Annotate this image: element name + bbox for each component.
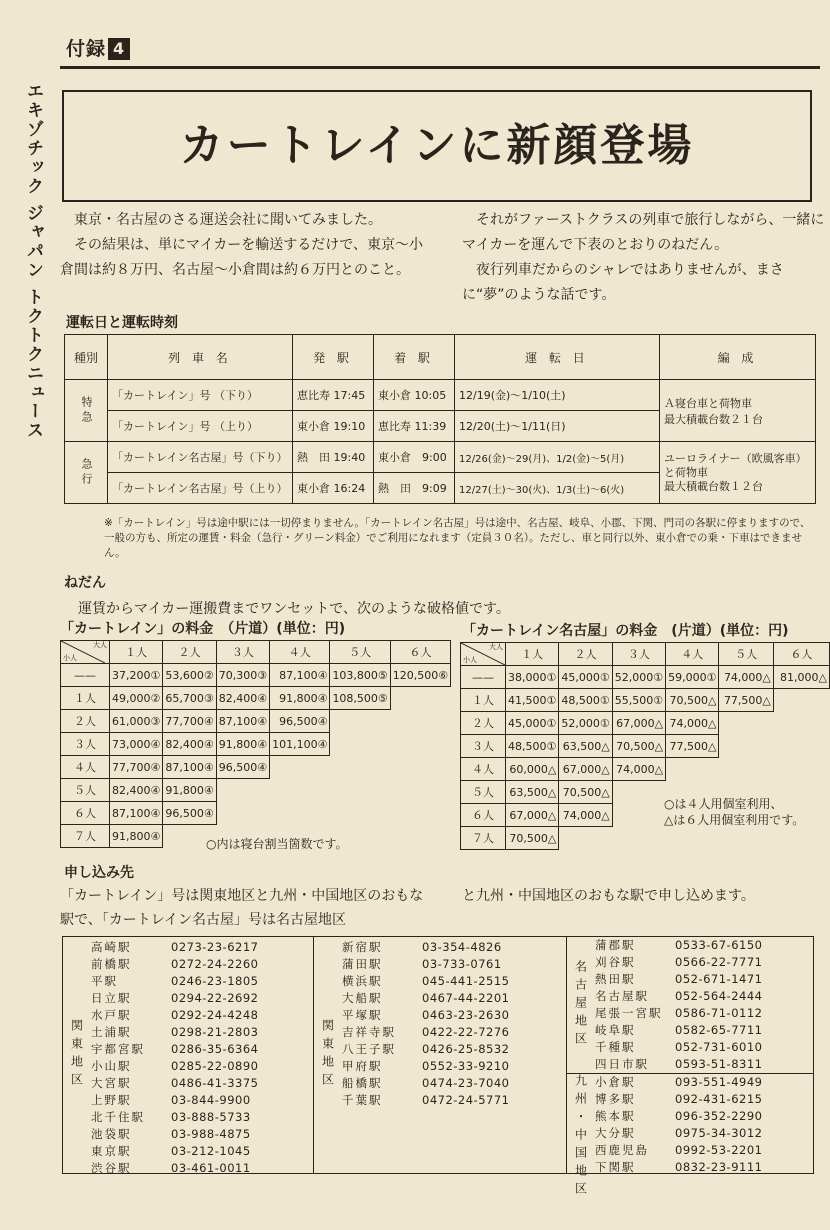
fare-cell: 60,000△ — [506, 758, 559, 781]
fare-empty-cell — [270, 802, 330, 825]
fare-header-row — [61, 641, 451, 664]
fare-cell: 45,000① — [559, 666, 612, 689]
station-phone: 0463-23-2630 — [422, 1008, 510, 1022]
station-phone: 0474-23-7040 — [422, 1076, 510, 1090]
station-phone: 03-844-9900 — [171, 1093, 251, 1107]
station-row — [342, 1024, 509, 1041]
fare-cell: 81,000△ — [773, 666, 829, 689]
station-phone: 0975-34-3012 — [675, 1126, 763, 1140]
fare-cell: 52,000① — [612, 666, 665, 689]
station-phone: 0552-33-9210 — [422, 1059, 510, 1073]
child-count-label: ３人 — [461, 735, 506, 758]
contact-group-nagoya — [567, 937, 813, 1074]
fare-header-row — [461, 643, 830, 666]
schedule-row: 「カートレイン名古屋」号（上り） 東小倉 16:24 熱 田 9:09 12/27(土)〜30(火)、1/3(土)〜6(火) — [65, 473, 816, 504]
appendix-label: 付録 4 — [66, 34, 130, 61]
station-row — [91, 1109, 258, 1126]
header-rule — [60, 66, 820, 69]
station-row — [595, 1125, 762, 1142]
region-label: 関東地区 — [320, 1019, 335, 1091]
fare-cell: 63,500△ — [506, 781, 559, 804]
fare-cell: 38,000① — [506, 666, 559, 689]
fare-cell: 120,500⑥ — [390, 664, 450, 687]
title-box — [62, 90, 812, 202]
station-row — [595, 1005, 762, 1022]
fare-cell: 55,500① — [612, 689, 665, 712]
fare-cell: 53,600② — [163, 664, 216, 687]
schedule-table — [64, 334, 816, 504]
station-name: 横浜駅 — [342, 974, 383, 988]
contact-directory — [62, 936, 814, 1200]
region-label: 関東地区 — [69, 1019, 84, 1091]
station-row — [595, 1142, 762, 1159]
fare-empty-cell — [330, 779, 390, 802]
fare-cell: 87,100④ — [216, 710, 269, 733]
station-phone: 052-564-2444 — [675, 989, 763, 1003]
fare-column-header: ２人 — [559, 643, 612, 666]
fare-empty-cell — [666, 827, 719, 850]
station-name: 前橋駅 — [91, 957, 132, 971]
fare-cell: 96,500④ — [216, 756, 269, 779]
fare-cell: 91,800④ — [216, 733, 269, 756]
schedule-row: 急行 「カートレイン名古屋」号（下り） 熱 田 19:40 東小倉 9:00 12/26(金)〜29(月)、1/2(金)〜5(月) ユーロライナー（欧風客車） と荷物車 最大積載台数１２台 — [65, 442, 816, 473]
station-name: 小山駅 — [91, 1059, 132, 1073]
fare-row — [461, 827, 830, 850]
station-name: 岐阜駅 — [595, 1023, 636, 1037]
fare-cell: 59,000① — [666, 666, 719, 689]
child-count-label: ５人 — [461, 781, 506, 804]
fare-empty-cell — [773, 735, 829, 758]
station-row — [595, 971, 762, 988]
fare-empty-cell — [719, 735, 773, 758]
child-count-label: ３人 — [61, 733, 110, 756]
station-name: 大分駅 — [595, 1126, 636, 1140]
fare-cell: 77,500△ — [666, 735, 719, 758]
child-count-label: —— — [61, 664, 110, 687]
station-phone: 0832-23-9111 — [675, 1160, 763, 1174]
intro-left: 東京・名古屋のさる運送会社に聞いてみました。 その結果は、単にマイカーを輸送するだけで、東京〜小倉間は約８万円、名古屋〜小倉間は約６万円とのこと。 — [60, 212, 424, 278]
station-phone: 096-352-2290 — [675, 1109, 763, 1123]
station-row — [595, 1022, 762, 1039]
station-phone: 03-733-0761 — [422, 957, 502, 971]
fare-row — [461, 758, 830, 781]
station-row — [91, 956, 258, 973]
station-row — [342, 1007, 509, 1024]
station-phone: 0472-24-5771 — [422, 1093, 510, 1107]
station-phone: 0566-22-7771 — [675, 955, 763, 969]
fare-empty-cell — [612, 804, 665, 827]
station-row — [342, 1041, 509, 1058]
station-name: 熱田駅 — [595, 972, 636, 986]
station-name: 四日市駅 — [595, 1057, 649, 1071]
station-name: 宇都宮駅 — [91, 1042, 145, 1056]
appendix-number: 4 — [108, 38, 130, 60]
station-name: 刈谷駅 — [595, 955, 636, 969]
fare-right-legend: ○は４人用個室利用、 △は６人用個室利用です。 — [664, 797, 805, 827]
fare-cell: 87,100④ — [110, 802, 163, 825]
fare-empty-cell — [719, 712, 773, 735]
fare-cell: 45,000① — [506, 712, 559, 735]
fare-cell: 37,200① — [110, 664, 163, 687]
station-name: 平塚駅 — [342, 1008, 383, 1022]
formation-cell: Ａ寝台車と荷物車 最大積載台数２１台 — [660, 380, 816, 442]
fare-cell: 91,800④ — [163, 779, 216, 802]
station-phone: 092-431-6215 — [675, 1092, 763, 1106]
fare-cell: 91,800④ — [270, 687, 330, 710]
station-phone: 0422-22-7276 — [422, 1025, 510, 1039]
station-row — [342, 956, 509, 973]
station-row — [91, 1007, 258, 1024]
station-name: 平駅 — [91, 974, 118, 988]
station-row — [595, 1159, 762, 1176]
fare-empty-cell — [390, 756, 450, 779]
station-name: 北千住駅 — [91, 1110, 145, 1124]
fare-empty-cell — [773, 689, 829, 712]
child-count-label: ７人 — [61, 825, 110, 848]
child-count-label: ２人 — [61, 710, 110, 733]
station-phone: 045-441-2515 — [422, 974, 510, 988]
station-phone: 0273-23-6217 — [171, 940, 259, 954]
fare-row — [61, 664, 451, 687]
station-phone: 03-461-0011 — [171, 1161, 251, 1175]
fare-empty-cell — [390, 710, 450, 733]
fare-column-header: ４人 — [666, 643, 719, 666]
fare-row — [61, 710, 451, 733]
fare-empty-cell — [390, 687, 450, 710]
station-phone: 03-988-4875 — [171, 1127, 251, 1141]
station-name: 下関駅 — [595, 1160, 636, 1174]
fare-empty-cell — [719, 827, 773, 850]
fare-empty-cell — [666, 758, 719, 781]
station-phone: 0467-44-2201 — [422, 991, 510, 1005]
station-name: 新宿駅 — [342, 940, 383, 954]
fare-cell: 70,300③ — [216, 664, 269, 687]
fare-cell: 74,000△ — [612, 758, 665, 781]
station-row — [91, 990, 258, 1007]
fare-cell: 67,000△ — [506, 804, 559, 827]
fare-cell: 48,500① — [559, 689, 612, 712]
fare-cell: 101,100④ — [270, 733, 330, 756]
fare-cell: 77,700④ — [110, 756, 163, 779]
station-row — [91, 1143, 258, 1160]
station-name: 水戸駅 — [91, 1008, 132, 1022]
station-phone: 0486-41-3375 — [171, 1076, 259, 1090]
contact-column-kanto-1 — [63, 937, 314, 1173]
station-name: 渋谷駅 — [91, 1161, 132, 1175]
station-name: 千葉駅 — [342, 1093, 383, 1107]
fare-empty-cell — [330, 756, 390, 779]
child-count-label: ４人 — [461, 758, 506, 781]
schedule-heading: 運転日と運転時刻 — [66, 315, 178, 331]
station-name: 八王子駅 — [342, 1042, 396, 1056]
fare-row — [461, 666, 830, 689]
fare-empty-cell — [390, 779, 450, 802]
schedule-note: ※「カートレイン」号は途中駅には一切停まりません。「カートレイン名古屋」号は途中、名古屋、岐阜、小郡、下関、門司の各駅に停まりますので、一般の方も、所定の運賃・料金（急行・グリーン料金）でご利用になれます（定員３０名）。ただし、車と同行以外、東小倉での乗・下車はできません。 — [104, 517, 811, 559]
fare-empty-cell — [330, 802, 390, 825]
fare-empty-cell — [216, 779, 269, 802]
fare-column-header: ２人 — [163, 641, 216, 664]
station-phone: 0285-22-0890 — [171, 1059, 259, 1073]
fare-row — [61, 802, 451, 825]
station-row — [595, 1039, 762, 1056]
fare-cell: 74,000△ — [559, 804, 612, 827]
fare-row — [461, 689, 830, 712]
fare-cell: 77,700④ — [163, 710, 216, 733]
station-phone: 0586-71-0112 — [675, 1006, 763, 1020]
fare-cell: 87,100④ — [270, 664, 330, 687]
fare-cell: 52,000① — [559, 712, 612, 735]
child-count-label: ５人 — [61, 779, 110, 802]
fare-cell: 87,100④ — [163, 756, 216, 779]
station-row — [91, 1160, 258, 1177]
station-phone: 0593-51-8311 — [675, 1057, 763, 1071]
fare-left-legend: ○内は寝台割当箇数です。 — [206, 837, 348, 851]
child-count-label: ６人 — [61, 802, 110, 825]
fare-empty-cell — [773, 827, 829, 850]
apply-heading: 申し込み先 — [64, 865, 134, 881]
station-row — [595, 988, 762, 1005]
fare-corner-cell: 大人 小人 — [61, 641, 110, 664]
station-name: 土浦駅 — [91, 1025, 132, 1039]
fare-empty-cell — [773, 712, 829, 735]
fare-cell: 61,000③ — [110, 710, 163, 733]
page-title: カートレインに新顔登場 — [179, 120, 695, 171]
station-name: 名古屋駅 — [595, 989, 649, 1003]
fare-column-header: ５人 — [719, 643, 773, 666]
fare-cell: 82,400④ — [163, 733, 216, 756]
station-phone: 052-731-6010 — [675, 1040, 763, 1054]
child-count-label: —— — [461, 666, 506, 689]
fare-cell: 70,500△ — [559, 781, 612, 804]
fare-corner-cell: 大人 小人 — [461, 643, 506, 666]
fare-table-cartrain — [60, 640, 451, 848]
station-row — [342, 939, 509, 956]
fare-row — [461, 735, 830, 758]
fare-empty-cell — [330, 710, 390, 733]
side-title: エキゾチック ジャパン トクトクニュース — [23, 82, 43, 440]
station-row — [595, 1091, 762, 1108]
fare-empty-cell — [390, 825, 450, 848]
fare-empty-cell — [330, 733, 390, 756]
station-phone: 093-551-4949 — [675, 1075, 763, 1089]
apply-text-left: 「カートレイン」号は関東地区と九州・中国地区のおもな駅で、「カートレイン名古屋」号は名古屋地区 — [60, 888, 424, 928]
fare-cell: 74,000△ — [719, 666, 773, 689]
fare-cell: 48,500① — [506, 735, 559, 758]
intro-right: それがファーストクラスの列車で旅行しながら、一緒にマイカーを運んで下表のとおりのねだん。 夜行列車だからのシャレではありませんが、まさに“夢”のような話です。 — [462, 212, 825, 303]
station-name: 吉祥寺駅 — [342, 1025, 396, 1039]
fare-cell: 74,000△ — [666, 712, 719, 735]
fare-empty-cell — [390, 733, 450, 756]
station-phone: 052-671-1471 — [675, 972, 763, 986]
station-phone: 0533-67-6150 — [675, 938, 763, 952]
contact-column-kanto-2 — [314, 937, 567, 1173]
fare-column-header: ６人 — [390, 641, 450, 664]
schedule-row: 特急 「カートレイン」号 （下り） 恵比寿 17:45 東小倉 10:05 12/19(金)〜1/10(土) Ａ寝台車と荷物車 最大積載台数２１台 — [65, 380, 816, 411]
fare-empty-cell — [390, 802, 450, 825]
formation-cell: ユーロライナー（欧風客車） と荷物車 最大積載台数１２台 — [660, 442, 816, 504]
fare-empty-cell — [612, 781, 665, 804]
station-name: 大船駅 — [342, 991, 383, 1005]
fare-cell: 70,500△ — [506, 827, 559, 850]
station-phone: 03-212-1045 — [171, 1144, 251, 1158]
fare-empty-cell — [612, 827, 665, 850]
fare-cell: 108,500⑤ — [330, 687, 390, 710]
station-name: 高崎駅 — [91, 940, 132, 954]
fare-empty-cell — [773, 758, 829, 781]
station-row — [91, 1058, 258, 1075]
fare-cell: 67,000△ — [559, 758, 612, 781]
station-name: 千種駅 — [595, 1040, 636, 1054]
fare-right-title: 「カートレイン名古屋」の料金 (片道）(単位：円) — [462, 623, 789, 639]
fare-cell: 65,700③ — [163, 687, 216, 710]
fare-empty-cell — [270, 756, 330, 779]
fare-cell: 96,500④ — [163, 802, 216, 825]
station-name: 船橋駅 — [342, 1076, 383, 1090]
station-name: 尾張一宮駅 — [595, 1006, 663, 1020]
fare-cell: 70,500△ — [612, 735, 665, 758]
fare-row — [61, 779, 451, 802]
fare-left-title: 「カートレイン」の料金 （片道）(単位：円) — [60, 621, 346, 637]
fare-cell: 82,400④ — [216, 687, 269, 710]
station-name: 博多駅 — [595, 1092, 636, 1106]
station-name: 蒲郡駅 — [595, 938, 636, 952]
fare-empty-cell — [216, 802, 269, 825]
station-name: 上野駅 — [91, 1093, 132, 1107]
station-name: 小倉駅 — [595, 1075, 636, 1089]
station-phone: 0582-65-7711 — [675, 1023, 763, 1037]
station-phone: 0992-53-2201 — [675, 1143, 763, 1157]
child-count-label: ４人 — [61, 756, 110, 779]
region-label: 九州・中国地区 — [573, 1074, 588, 1200]
fare-column-header: ６人 — [773, 643, 829, 666]
station-name: 池袋駅 — [91, 1127, 132, 1141]
station-phone: 0426-25-8532 — [422, 1042, 510, 1056]
station-name: 甲府駅 — [342, 1059, 383, 1073]
station-row — [595, 1074, 762, 1091]
fare-empty-cell — [270, 779, 330, 802]
fare-cell: 49,000② — [110, 687, 163, 710]
child-count-label: ２人 — [461, 712, 506, 735]
fare-cell: 67,000△ — [612, 712, 665, 735]
station-name: 西鹿児島 — [595, 1143, 649, 1157]
fare-column-header: ５人 — [330, 641, 390, 664]
fare-row — [61, 756, 451, 779]
station-row — [91, 1075, 258, 1092]
station-phone: 0298-21-2803 — [171, 1025, 259, 1039]
station-name: 東京駅 — [91, 1144, 132, 1158]
station-row — [342, 1075, 509, 1092]
station-name: 蒲田駅 — [342, 957, 383, 971]
fare-column-header: ３人 — [216, 641, 269, 664]
fare-column-header: １人 — [506, 643, 559, 666]
fare-cell: 103,800⑤ — [330, 664, 390, 687]
fare-empty-cell — [719, 758, 773, 781]
station-phone: 0286-35-6364 — [171, 1042, 259, 1056]
child-count-label: ６人 — [461, 804, 506, 827]
station-name: 大宮駅 — [91, 1076, 132, 1090]
station-row — [595, 1056, 762, 1073]
fare-cell: 91,800④ — [110, 825, 163, 848]
fare-cell: 82,400④ — [110, 779, 163, 802]
station-row — [91, 973, 258, 990]
station-row — [342, 1092, 509, 1109]
price-heading: ねだん — [64, 575, 106, 591]
apply-text-right: と九州・中国地区のおもな駅で申し込めます。 — [462, 888, 755, 904]
child-count-label: １人 — [461, 689, 506, 712]
fare-cell: 73,000④ — [110, 733, 163, 756]
station-row — [91, 939, 258, 956]
station-row — [91, 1024, 258, 1041]
station-phone: 03-888-5733 — [171, 1110, 251, 1124]
contact-column-3 — [567, 937, 813, 1200]
station-name: 日立駅 — [91, 991, 132, 1005]
station-name: 熊本駅 — [595, 1109, 636, 1123]
station-row — [342, 990, 509, 1007]
fare-cell: 96,500④ — [270, 710, 330, 733]
station-phone: 0272-24-2260 — [171, 957, 259, 971]
station-phone: 0246-23-1805 — [171, 974, 259, 988]
station-row — [91, 1126, 258, 1143]
station-row — [91, 1092, 258, 1109]
fare-column-header: １人 — [110, 641, 163, 664]
station-row — [91, 1041, 258, 1058]
fare-cell: 63,500△ — [559, 735, 612, 758]
fare-column-header: ３人 — [612, 643, 665, 666]
fare-column-header: ４人 — [270, 641, 330, 664]
station-phone: 0292-24-4248 — [171, 1008, 259, 1022]
fare-row — [61, 687, 451, 710]
child-count-label: １人 — [61, 687, 110, 710]
station-row — [595, 1108, 762, 1125]
fare-cell: 70,500△ — [666, 689, 719, 712]
price-intro: 運賃からマイカー運搬費までワンセットで、次のような破格値です。 — [78, 601, 510, 617]
fare-row — [61, 733, 451, 756]
schedule-header-row: 種別 列 車 名 発 駅 着 駅 運 転 日 編 成 — [65, 335, 816, 380]
contact-group-kyushu — [567, 1074, 813, 1200]
fare-row — [461, 712, 830, 735]
station-row — [342, 973, 509, 990]
fare-empty-cell — [559, 827, 612, 850]
station-row — [595, 937, 762, 954]
station-phone: 0294-22-2692 — [171, 991, 259, 1005]
child-count-label: ７人 — [461, 827, 506, 850]
fare-cell: 77,500△ — [719, 689, 773, 712]
station-row — [342, 1058, 509, 1075]
station-phone: 03-354-4826 — [422, 940, 502, 954]
fare-cell: 41,500① — [506, 689, 559, 712]
station-row — [595, 954, 762, 971]
region-label: 名古屋地区 — [573, 960, 588, 1050]
schedule-row: 「カートレイン」号 （上り） 東小倉 19:10 恵比寿 11:39 12/20(土)〜1/11(日) — [65, 411, 816, 442]
